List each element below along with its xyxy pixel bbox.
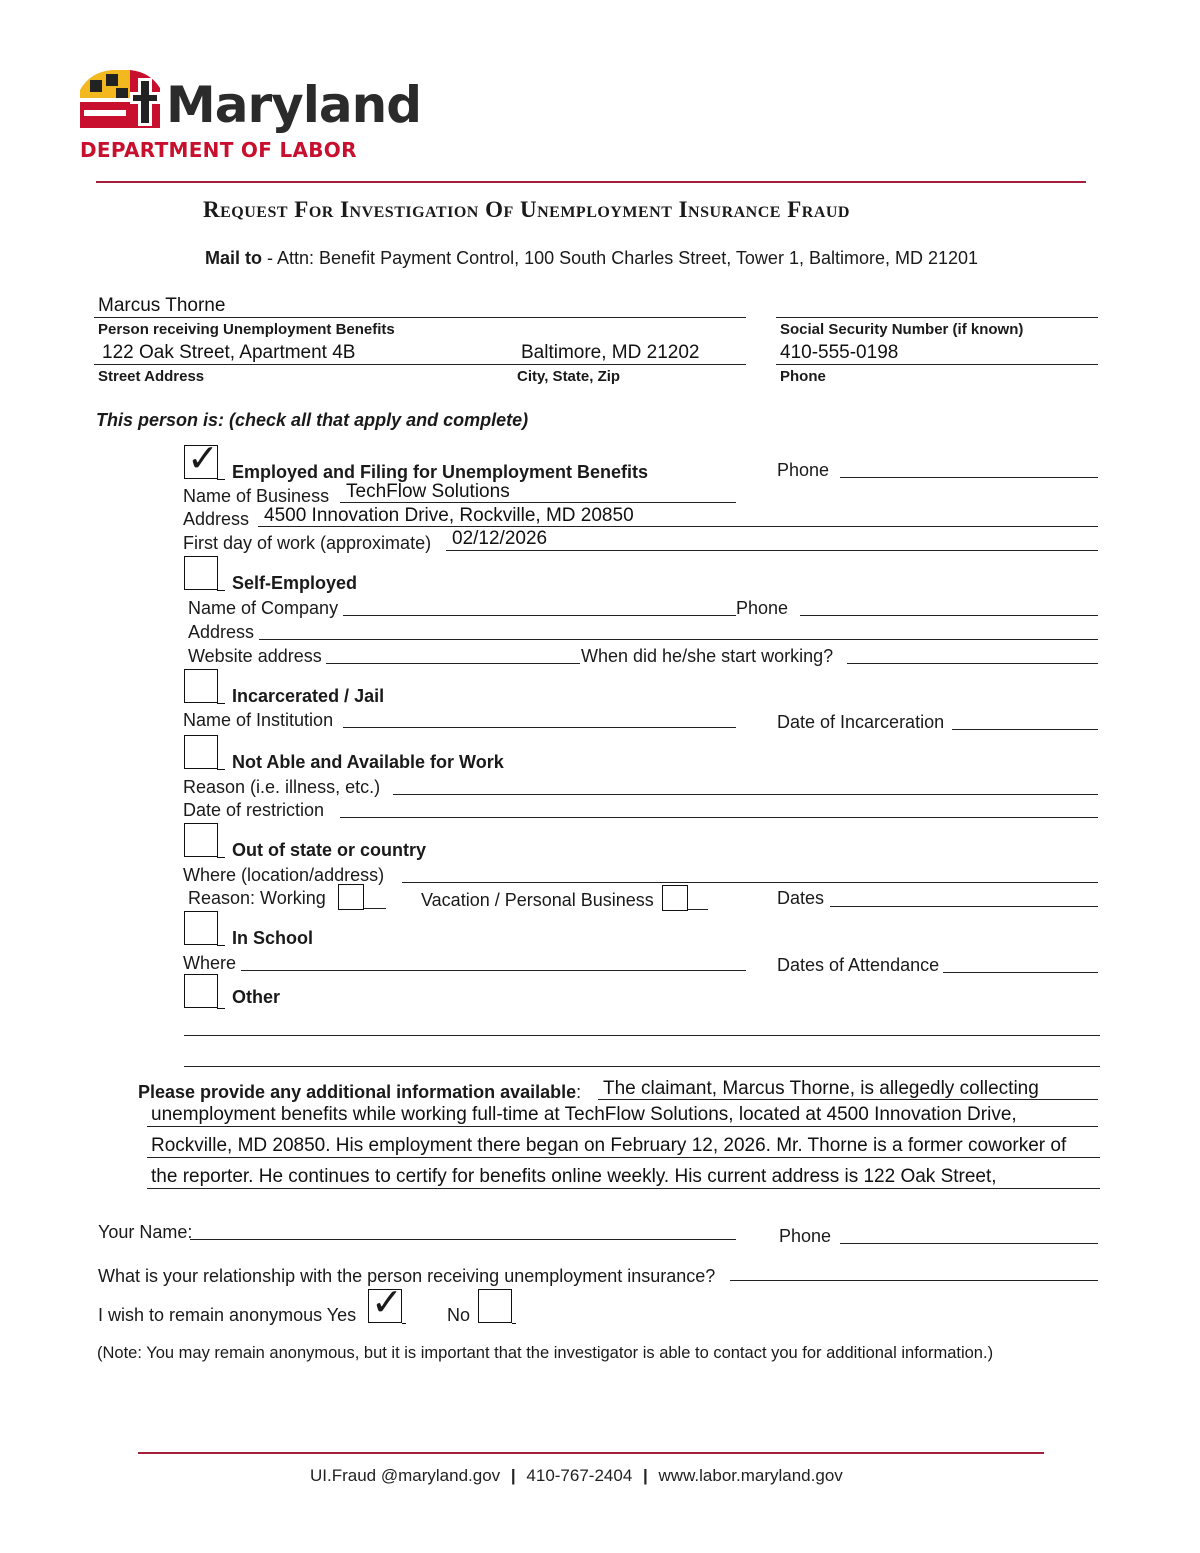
website-label: Website address xyxy=(188,646,322,666)
address-line xyxy=(94,364,746,365)
relationship-label: What is your relationship with the person receiving unemployment insurance? xyxy=(98,1266,716,1286)
business-address-value[interactable]: 4500 Innovation Drive, Rockville, MD 20850 xyxy=(264,505,634,526)
mail-to-address: - Attn: Benefit Payment Control, 100 South Charles Street, Tower 1, Baltimore, MD 21201 xyxy=(262,248,979,268)
reporter-phone-line xyxy=(840,1243,1098,1244)
start-working-line xyxy=(847,663,1098,664)
vacation-label: Vacation / Personal Business xyxy=(421,890,654,910)
claimant-phone-label: Phone xyxy=(780,368,826,385)
working-checkbox[interactable] xyxy=(338,884,364,910)
additional-info-label: Please provide any additional information available: xyxy=(138,1082,582,1102)
employed-option-label: Employed and Filing for Unemployment Benefits xyxy=(232,462,649,482)
anonymous-yes-checkbox[interactable] xyxy=(368,1280,403,1324)
where-location-label: Where (location/address) xyxy=(183,865,385,885)
in-school-checkbox[interactable] xyxy=(184,911,218,945)
self-employed-phone-label: Phone xyxy=(736,598,789,618)
business-name-line xyxy=(340,502,736,503)
maryland-flag-icon xyxy=(80,70,164,130)
reason-label: Reason (i.e. illness, etc.) xyxy=(183,777,381,797)
additional-info-label-text: Please provide any additional information available xyxy=(138,1082,577,1102)
employed-phone-line xyxy=(840,477,1098,478)
self-employed-phone-line xyxy=(800,615,1098,616)
employed-checkbox[interactable] xyxy=(184,436,219,480)
city-state-zip-label: City, State, Zip xyxy=(517,368,621,385)
company-name-line xyxy=(343,615,736,616)
attendance-dates-label: Dates of Attendance xyxy=(777,955,940,975)
anonymity-note: (Note: You may remain anonymous, but it is important that the investigator is able to contact you for additional information.) xyxy=(97,1344,994,1362)
logo-word: Maryland xyxy=(166,76,422,134)
footer-contact: UI.Fraud @maryland.gov | 410-767-2404 | www.labor.maryland.gov xyxy=(310,1466,843,1485)
checkmark-icon: ✓ xyxy=(187,436,219,480)
employed-phone-label: Phone xyxy=(777,460,830,480)
start-working-label: When did he/she start working? xyxy=(581,646,834,666)
first-day-value[interactable]: 02/12/2026 xyxy=(452,528,548,549)
incarceration-date-label: Date of Incarceration xyxy=(777,712,945,732)
mail-to-label: Mail to xyxy=(205,248,262,268)
additional-line-1-rule xyxy=(598,1099,1098,1100)
additional-info-line-3[interactable]: Rockville, MD 20850. His employment there began on February 12, 2026. Mr. Thorne is a former coworker of xyxy=(151,1135,1067,1156)
mail-to-line xyxy=(205,248,978,269)
vacation-tail xyxy=(688,909,708,910)
first-day-line xyxy=(446,550,1098,551)
street-address-value[interactable]: 122 Oak Street, Apartment 4B xyxy=(102,342,356,363)
page-title: Request For Investigation Of Unemployment Insurance Fraud xyxy=(203,197,850,222)
business-address-line xyxy=(258,526,1098,527)
business-name-value[interactable]: TechFlow Solutions xyxy=(346,481,510,502)
institution-label: Name of Institution xyxy=(183,710,334,730)
vacation-checkbox[interactable] xyxy=(662,885,688,911)
additional-info-line-2[interactable]: unemployment benefits while working full-time at TechFlow Solutions, located at 4500 Innovation Drive, xyxy=(151,1104,1017,1125)
self-employed-option-label: Self-Employed xyxy=(232,573,358,593)
out-of-state-dates-line xyxy=(830,906,1098,907)
school-where-label: Where xyxy=(183,953,237,973)
footer-email[interactable]: UI.Fraud @maryland.gov xyxy=(310,1466,501,1485)
checkmark-icon: ✓ xyxy=(371,1280,403,1324)
in-school-option-label: In School xyxy=(232,928,313,948)
reporter-phone-label: Phone xyxy=(779,1226,832,1246)
self-employed-checkbox[interactable] xyxy=(184,556,218,590)
working-tail xyxy=(364,908,386,909)
not-available-option-label: Not Able and Available for Work xyxy=(232,752,504,772)
other-checkbox[interactable] xyxy=(184,974,218,1008)
footer-website[interactable]: www.labor.maryland.gov xyxy=(658,1466,843,1485)
maryland-logo xyxy=(80,70,422,165)
footer-phone: 410-767-2404 xyxy=(526,1466,633,1485)
claimant-name-line xyxy=(94,317,746,318)
claimant-name-value[interactable]: Marcus Thorne xyxy=(98,295,226,316)
out-of-state-dates-label: Dates xyxy=(777,888,825,908)
restriction-date-line xyxy=(340,817,1098,818)
incarcerated-checkbox[interactable] xyxy=(184,669,218,703)
incarceration-date-line xyxy=(952,729,1098,730)
company-name-label: Name of Company xyxy=(188,598,339,618)
street-address-label: Street Address xyxy=(98,368,205,385)
anonymous-no-label: No xyxy=(447,1305,471,1325)
not-available-checkbox[interactable] xyxy=(184,735,218,769)
claimant-phone-value[interactable]: 410-555-0198 xyxy=(780,342,899,363)
out-of-state-checkbox[interactable] xyxy=(184,823,218,857)
your-name-label: Your Name: xyxy=(98,1222,193,1242)
out-of-state-option-label: Out of state or country xyxy=(232,840,427,860)
school-where-line xyxy=(241,970,746,971)
business-address-label: Address xyxy=(183,509,250,529)
reason-working-label: Reason: Working xyxy=(188,888,326,908)
other-option-label: Other xyxy=(232,987,281,1007)
additional-line-3-rule xyxy=(147,1157,1100,1158)
additional-info-line-1[interactable]: The claimant, Marcus Thorne, is allegedly collecting xyxy=(603,1078,1039,1099)
business-name-label: Name of Business xyxy=(183,486,330,506)
other-line-2 xyxy=(184,1066,1100,1067)
status-prompt: This person is: (check all that apply and complete) xyxy=(96,410,529,430)
additional-line-4-rule xyxy=(147,1188,1100,1189)
company-address-line xyxy=(259,639,1098,640)
attendance-dates-line xyxy=(943,972,1098,973)
incarcerated-option-label: Incarcerated / Jail xyxy=(232,686,385,706)
header-divider xyxy=(96,181,1086,183)
institution-line xyxy=(343,727,736,728)
company-address-label: Address xyxy=(188,622,255,642)
logo-subtitle: DEPARTMENT OF LABOR xyxy=(80,138,357,162)
claimant-phone-line xyxy=(776,364,1098,365)
relationship-line xyxy=(730,1280,1098,1281)
footer-divider xyxy=(138,1452,1044,1454)
city-state-zip-value[interactable]: Baltimore, MD 21202 xyxy=(521,342,700,363)
anonymous-no-checkbox[interactable] xyxy=(478,1289,512,1323)
additional-line-2-rule xyxy=(147,1126,1098,1127)
ssn-label: Social Security Number (if known) xyxy=(780,321,1024,338)
where-location-line xyxy=(402,882,1098,883)
other-line-1 xyxy=(184,1035,1100,1036)
ssn-line xyxy=(776,317,1098,318)
reason-line xyxy=(393,794,1098,795)
your-name-line xyxy=(190,1239,736,1240)
anonymous-label: I wish to remain anonymous Yes xyxy=(98,1305,357,1325)
first-day-label: First day of work (approximate) xyxy=(183,533,432,553)
website-line xyxy=(326,663,580,664)
additional-info-line-4[interactable]: the reporter. He continues to certify for benefits online weekly. His current address is 122 Oak Street, xyxy=(151,1166,997,1187)
restriction-date-label: Date of restriction xyxy=(183,800,325,820)
claimant-name-label: Person receiving Unemployment Benefits xyxy=(98,321,395,338)
